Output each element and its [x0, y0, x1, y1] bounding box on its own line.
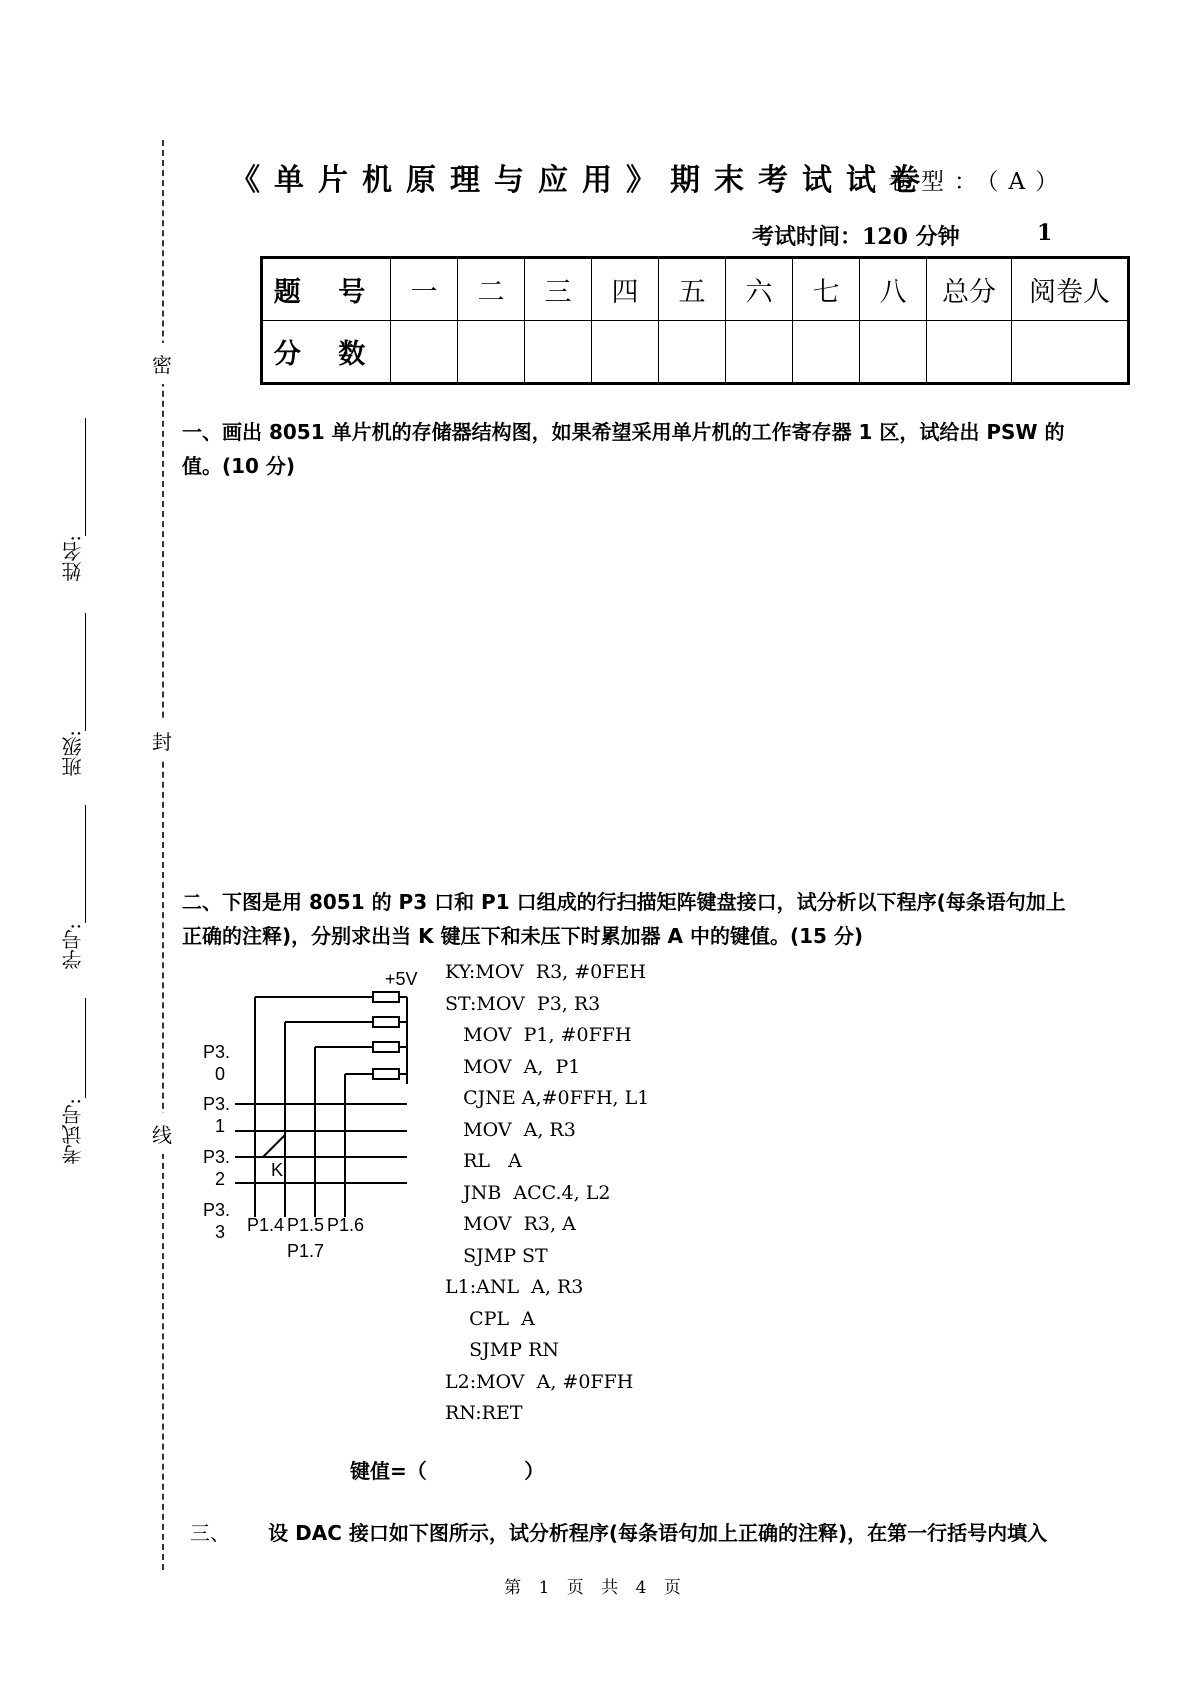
column-header: 八 — [860, 258, 927, 321]
column-label: P1.5 — [287, 1215, 325, 1235]
class-underline — [85, 613, 86, 731]
row-label-p32-a: P3. — [203, 1147, 231, 1167]
score-cell[interactable] — [659, 321, 726, 384]
column-header: 四 — [592, 258, 659, 321]
code-line: CJNE A,#0FFH, L1 — [445, 1087, 650, 1109]
score-cell[interactable] — [1012, 321, 1129, 384]
score-cell[interactable] — [927, 321, 1012, 384]
exam-title: 《单片机原理与应用》期末考试试卷 — [230, 163, 934, 198]
column-header: 二 — [458, 258, 525, 321]
column-label: P1.4 — [247, 1215, 285, 1235]
column-header-grader: 阅卷人 — [1012, 258, 1129, 321]
column-header-total: 总分 — [927, 258, 1012, 321]
seal-char-feng: 封 — [152, 720, 172, 761]
vcc-label: +5V — [385, 969, 418, 989]
pullup-resistor — [373, 1069, 399, 1079]
row-label-p33-b: 3 — [215, 1222, 226, 1242]
page-corner-number: 1 — [1037, 220, 1053, 246]
question-number-row — [262, 258, 1129, 321]
name-field-label: 姓名: — [61, 535, 85, 582]
column-header: 五 — [659, 258, 726, 321]
column-header: 七 — [793, 258, 860, 321]
code-line: L2:MOV A, #0FFH — [445, 1370, 634, 1393]
class-field-label: 班级: — [61, 730, 85, 777]
student-id-field-label: 学号: — [61, 923, 85, 970]
page-footer: 第 1 页 共 4 页 — [504, 1578, 687, 1598]
score-cell[interactable] — [592, 321, 659, 384]
row-label-p33-a: P3. — [203, 1200, 231, 1220]
pullup-resistor — [373, 992, 399, 1002]
name-underline — [85, 418, 86, 536]
code-line: CPL A — [445, 1307, 535, 1330]
pullup-resistor — [373, 1042, 399, 1052]
code-line: RL A — [445, 1150, 522, 1172]
key-value-answer-blank[interactable]: 键值=（ ） — [350, 1459, 545, 1483]
score-row — [262, 321, 1129, 384]
code-line: MOV R3, A — [445, 1213, 576, 1235]
code-line: SJMP RN — [445, 1339, 559, 1361]
score-cell[interactable] — [726, 321, 793, 384]
column-label: P1.7 — [287, 1241, 325, 1261]
column-header: 一 — [391, 258, 458, 321]
score-cell[interactable] — [860, 321, 927, 384]
seal-char-xian: 线 — [152, 1113, 172, 1154]
row-label-p30-a: P3. — [203, 1042, 231, 1062]
question-number-header: 题 号 — [262, 258, 391, 321]
question-3-number: 三、 — [190, 1521, 230, 1545]
code-line: MOV P1, #0FFH — [445, 1024, 632, 1046]
score-header: 分 数 — [262, 321, 391, 384]
question-1: 一、画出 8051 单片机的存储器结构图，如果希望采用单片机的工作寄存器 1 区，试给出 PSW 的值。(10 分) — [182, 420, 1065, 478]
paper-type: 卷型：（A） — [888, 169, 1069, 195]
row-label-p32-b: 2 — [215, 1169, 226, 1189]
code-line: SJMP ST — [445, 1244, 548, 1267]
exam-number-underline — [85, 998, 86, 1098]
exam-time: 考试时间：120 分钟 — [752, 224, 960, 250]
seal-char-mi: 密 — [152, 343, 172, 384]
column-label: P1.6 — [327, 1215, 365, 1235]
key-switch — [263, 1135, 285, 1157]
pullup-resistor — [373, 1017, 399, 1027]
key-label: K — [271, 1160, 284, 1180]
question-3-text: 设 DAC 接口如下图所示，试分析程序(每条语句加上正确的注释)，在第一行括号内填入 — [268, 1521, 1048, 1545]
exam-number-field-label: 考试号: — [61, 1098, 85, 1165]
score-cell[interactable] — [525, 321, 592, 384]
score-table — [260, 256, 1130, 385]
score-cell[interactable] — [391, 321, 458, 384]
code-line: JNB ACC.4, L2 — [445, 1181, 611, 1204]
code-line: ST:MOV P3, R3 — [445, 992, 601, 1015]
code-line: L1:ANL A, R3 — [445, 1276, 584, 1298]
question-2: 二、下图是用 8051 的 P3 口和 P1 口组成的行扫描矩阵键盘接口，试分析以下程序(每条语句加上正确的注释)，分别求出当 K 键压下和未压下时累加器 A 中的键值。(15 分) — [182, 890, 1066, 948]
row-label-p31-b: 1 — [215, 1116, 226, 1136]
code-line: MOV A, R3 — [445, 1118, 576, 1141]
student-id-underline — [85, 805, 86, 923]
question-3 — [190, 1517, 1047, 1546]
program-listing — [445, 957, 649, 1430]
score-cell[interactable] — [793, 321, 860, 384]
score-cell[interactable] — [458, 321, 525, 384]
code-line: MOV A, P1 — [445, 1055, 581, 1078]
column-header: 六 — [726, 258, 793, 321]
row-label-p30-b: 0 — [215, 1064, 226, 1084]
column-header: 三 — [525, 258, 592, 321]
row-label-p31-a: P3. — [203, 1094, 231, 1114]
code-line: RN:RET — [445, 1402, 523, 1424]
keyboard-circuit-diagram — [195, 967, 425, 1267]
code-line: KY:MOV R3, #0FEH — [445, 961, 646, 983]
